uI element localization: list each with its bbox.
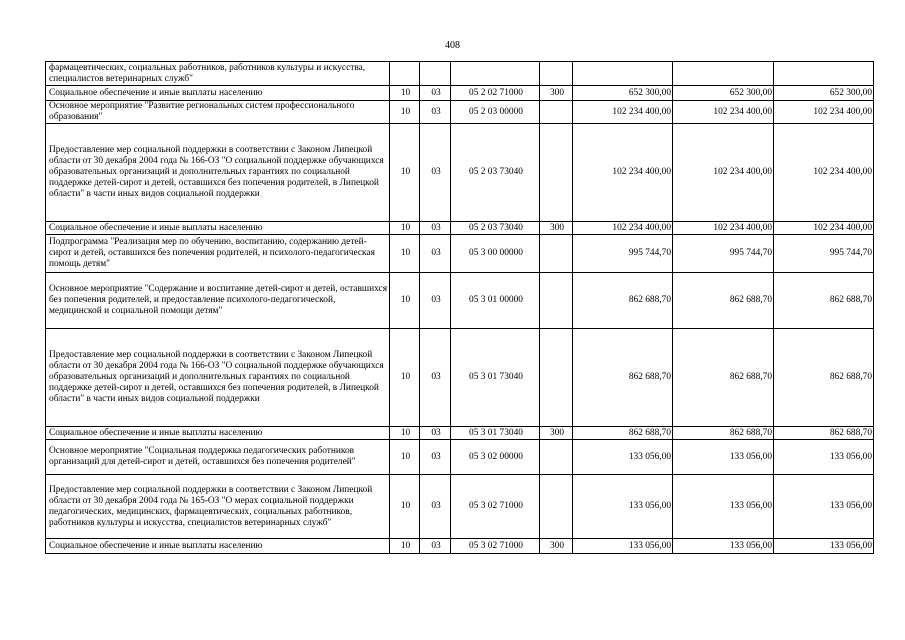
row-name: фармацевтических, социальных работников, работников культуры и искусства, специалистов ветеринарных служб"	[46, 62, 390, 86]
target-article-code: 05 3 02 00000	[451, 440, 540, 475]
amount-year-1: 133 056,00	[573, 539, 673, 554]
table-body	[46, 62, 874, 554]
expense-type-code: 300	[540, 222, 573, 235]
amount-year-1: 102 234 400,00	[573, 101, 673, 124]
amount-year-2: 102 234 400,00	[673, 124, 774, 222]
amount-year-2: 862 688,70	[673, 273, 774, 329]
amount-year-3: 102 234 400,00	[774, 101, 874, 124]
amount-year-1: 862 688,70	[573, 329, 673, 427]
amount-year-3	[774, 62, 874, 86]
subsection-code: 03	[420, 475, 451, 539]
section-code: 10	[390, 273, 420, 329]
section-code: 10	[390, 427, 420, 440]
amount-year-2: 133 056,00	[673, 539, 774, 554]
table-row	[46, 539, 874, 554]
target-article-code: 05 3 01 73040	[451, 329, 540, 427]
amount-year-3: 652 300,00	[774, 86, 874, 101]
table-row	[46, 101, 874, 124]
row-name: Социальное обеспечение и иные выплаты населению	[46, 427, 390, 440]
expense-type-code	[540, 273, 573, 329]
amount-year-1: 652 300,00	[573, 86, 673, 101]
section-code: 10	[390, 235, 420, 273]
amount-year-2: 862 688,70	[673, 427, 774, 440]
amount-year-1: 862 688,70	[573, 273, 673, 329]
expense-type-code	[540, 235, 573, 273]
amount-year-2: 133 056,00	[673, 440, 774, 475]
subsection-code: 03	[420, 440, 451, 475]
amount-year-1: 102 234 400,00	[573, 222, 673, 235]
amount-year-3: 862 688,70	[774, 329, 874, 427]
table-row	[46, 235, 874, 273]
target-article-code: 05 2 03 00000	[451, 101, 540, 124]
row-name: Основное мероприятие "Содержание и воспитание детей-сирот и детей, оставшихся без попечения родителей, и предоставление психолого-педагогической, медицинской и социальной помощи детям"	[46, 273, 390, 329]
amount-year-3: 133 056,00	[774, 539, 874, 554]
expense-type-code	[540, 329, 573, 427]
amount-year-3: 862 688,70	[774, 427, 874, 440]
expense-type-code	[540, 124, 573, 222]
target-article-code: 05 2 03 73040	[451, 124, 540, 222]
amount-year-1	[573, 62, 673, 86]
section-code	[390, 62, 420, 86]
row-name: Предоставление мер социальной поддержки в соответствии с Законом Липецкой области от 30 декабря 2004 года № 165-ОЗ "О мерах социальной поддержки педагогических, медицинских, фармацевтических, социальных работников, работников культуры и искусства, специалистов ветеринарных служб"	[46, 475, 390, 539]
expense-type-code	[540, 101, 573, 124]
amount-year-2: 652 300,00	[673, 86, 774, 101]
expense-type-code: 300	[540, 427, 573, 440]
section-code: 10	[390, 86, 420, 101]
row-name: Социальное обеспечение и иные выплаты населению	[46, 539, 390, 554]
table-row	[46, 222, 874, 235]
amount-year-3: 995 744,70	[774, 235, 874, 273]
section-code: 10	[390, 475, 420, 539]
subsection-code: 03	[420, 222, 451, 235]
row-name: Социальное обеспечение и иные выплаты населению	[46, 222, 390, 235]
amount-year-2: 995 744,70	[673, 235, 774, 273]
table-row	[46, 440, 874, 475]
amount-year-1: 995 744,70	[573, 235, 673, 273]
table-row	[46, 427, 874, 440]
target-article-code: 05 3 00 00000	[451, 235, 540, 273]
target-article-code: 05 3 02 71000	[451, 475, 540, 539]
table-row	[46, 475, 874, 539]
budget-table	[45, 61, 874, 554]
section-code: 10	[390, 440, 420, 475]
table-row	[46, 329, 874, 427]
amount-year-2: 102 234 400,00	[673, 101, 774, 124]
row-name: Подпрограмма "Реализация мер по обучению, воспитанию, содержанию детей-сирот и детей, оставшихся без попечения родителей, и психолого-педагогическая помощь детям"	[46, 235, 390, 273]
row-name: Предоставление мер социальной поддержки в соответствии с Законом Липецкой области от 30 декабря 2004 года № 166-ОЗ "О социальной поддержке обучающихся образовательных организаций и дополнительных гарантиях по социальной поддержке детей-сирот и детей, оставшихся без попечения родителей, в Липецкой области" в части иных видов социальной поддержки	[46, 124, 390, 222]
subsection-code: 03	[420, 539, 451, 554]
amount-year-3: 133 056,00	[774, 475, 874, 539]
target-article-code: 05 3 01 73040	[451, 427, 540, 440]
amount-year-2: 133 056,00	[673, 475, 774, 539]
amount-year-1: 862 688,70	[573, 427, 673, 440]
subsection-code	[420, 62, 451, 86]
subsection-code: 03	[420, 273, 451, 329]
expense-type-code: 300	[540, 86, 573, 101]
section-code: 10	[390, 124, 420, 222]
subsection-code: 03	[420, 235, 451, 273]
amount-year-1: 133 056,00	[573, 440, 673, 475]
subsection-code: 03	[420, 329, 451, 427]
subsection-code: 03	[420, 86, 451, 101]
section-code: 10	[390, 329, 420, 427]
expense-type-code	[540, 475, 573, 539]
amount-year-2	[673, 62, 774, 86]
expense-type-code: 300	[540, 539, 573, 554]
target-article-code: 05 2 03 73040	[451, 222, 540, 235]
table-row	[46, 124, 874, 222]
expense-type-code	[540, 440, 573, 475]
target-article-code: 05 2 02 71000	[451, 86, 540, 101]
amount-year-3: 102 234 400,00	[774, 222, 874, 235]
row-name: Основное мероприятие "Развитие региональных систем профессионального образования"	[46, 101, 390, 124]
table-row	[46, 273, 874, 329]
amount-year-1: 102 234 400,00	[573, 124, 673, 222]
page-number: 408	[445, 40, 460, 51]
target-article-code: 05 3 02 71000	[451, 539, 540, 554]
section-code: 10	[390, 222, 420, 235]
amount-year-3: 133 056,00	[774, 440, 874, 475]
target-article-code: 05 3 01 00000	[451, 273, 540, 329]
row-name: Социальное обеспечение и иные выплаты населению	[46, 86, 390, 101]
amount-year-1: 133 056,00	[573, 475, 673, 539]
subsection-code: 03	[420, 427, 451, 440]
target-article-code	[451, 62, 540, 86]
row-name: Предоставление мер социальной поддержки в соответствии с Законом Липецкой области от 30 декабря 2004 года № 166-ОЗ "О социальной поддержке обучающихся образовательных организаций и дополнительных гарантиях по социальной поддержке детей-сирот и детей, оставшихся без попечения родителей, в Липецкой области" в части иных видов социальной поддержки	[46, 329, 390, 427]
amount-year-2: 102 234 400,00	[673, 222, 774, 235]
expense-type-code	[540, 62, 573, 86]
subsection-code: 03	[420, 124, 451, 222]
subsection-code: 03	[420, 101, 451, 124]
table-row	[46, 86, 874, 101]
table-row	[46, 62, 874, 86]
amount-year-3: 102 234 400,00	[774, 124, 874, 222]
row-name: Основное мероприятие "Социальная поддержка педагогических работников организаций для детей-сирот и детей, оставшихся без попечения родителей"	[46, 440, 390, 475]
section-code: 10	[390, 101, 420, 124]
amount-year-2: 862 688,70	[673, 329, 774, 427]
amount-year-3: 862 688,70	[774, 273, 874, 329]
section-code: 10	[390, 539, 420, 554]
